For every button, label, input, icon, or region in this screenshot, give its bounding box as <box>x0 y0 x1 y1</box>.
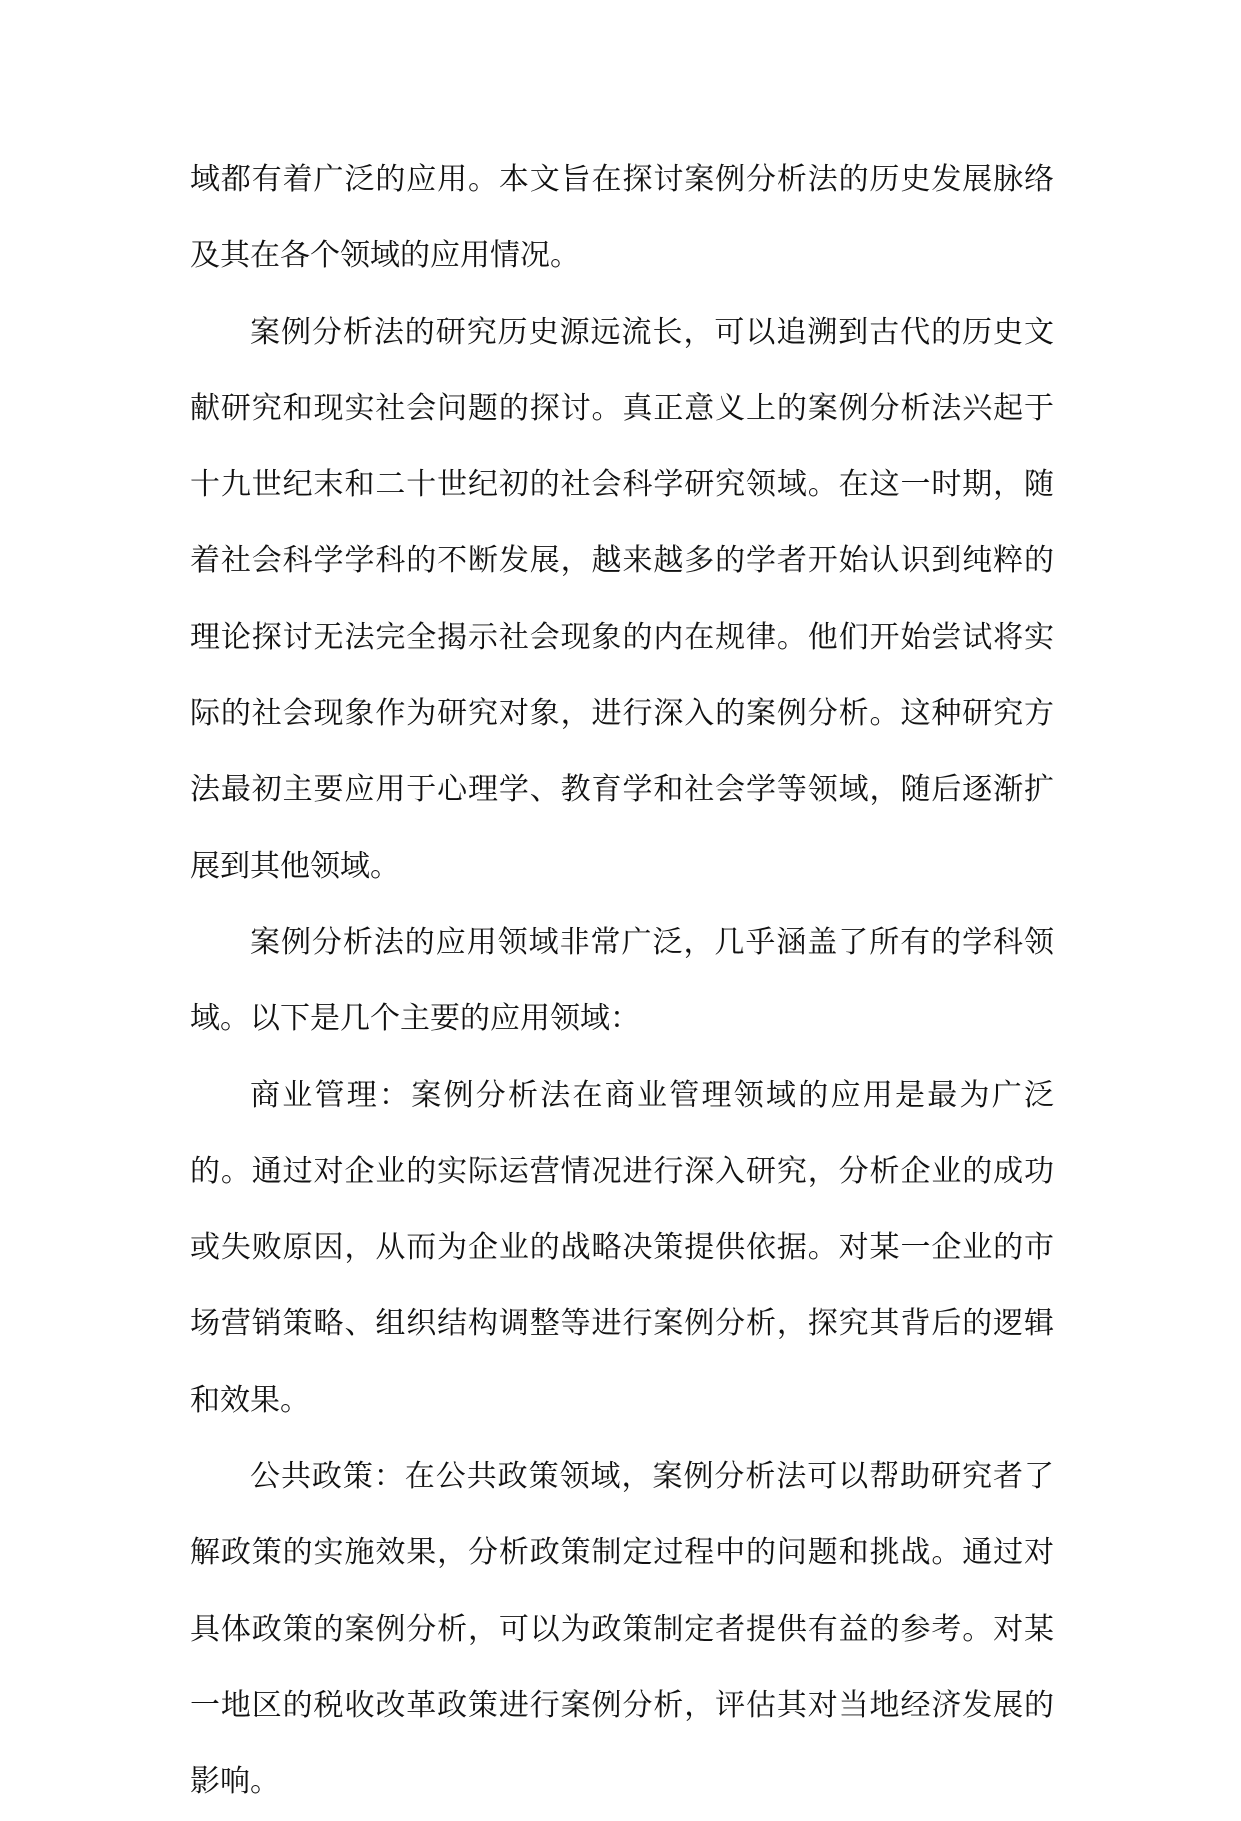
paragraph-continuation: 域都有着广泛的应用。本文旨在探讨案例分析法的历史发展脉络及其在各个领域的应用情况。 <box>190 162 1054 274</box>
paragraph-business-management: 商业管理：案例分析法在商业管理领域的应用是最为广泛的。通过对企业的实际运营情况进行深入研究，分析企业的成功或失败原因，从而为企业的战略决策提供依据。对某一企业的市场营销策略、组织结构调整等进行案例分析，探究其背后的逻辑和效果。 <box>190 1077 1054 1418</box>
document-body <box>190 142 1054 1821</box>
paragraph-public-policy: 公共政策：在公共政策领域，案例分析法可以帮助研究者了解政策的实施效果，分析政策制定过程中的问题和挑战。通过对具体政策的案例分析，可以为政策制定者提供有益的参考。对某一地区的税收改革政策进行案例分析，评估其对当地经济发展的影响。 <box>190 1459 1054 1800</box>
paragraph-history: 案例分析法的研究历史源远流长，可以追溯到古代的历史文献研究和现实社会问题的探讨。真正意义上的案例分析法兴起于十九世纪末和二十世纪初的社会科学研究领域。在这一时期，随着社会科学学科的不断发展，越来越多的学者开始认识到纯粹的理论探讨无法完全揭示社会现象的内在规律。他们开始尝试将实际的社会现象作为研究对象，进行深入的案例分析。这种研究方法最初主要应用于心理学、教育学和社会学等领域，随后逐渐扩展到其他领域。 <box>190 314 1054 884</box>
paragraph-application-intro: 案例分析法的应用领域非常广泛，几乎涵盖了所有的学科领域。以下是几个主要的应用领域： <box>190 924 1054 1037</box>
